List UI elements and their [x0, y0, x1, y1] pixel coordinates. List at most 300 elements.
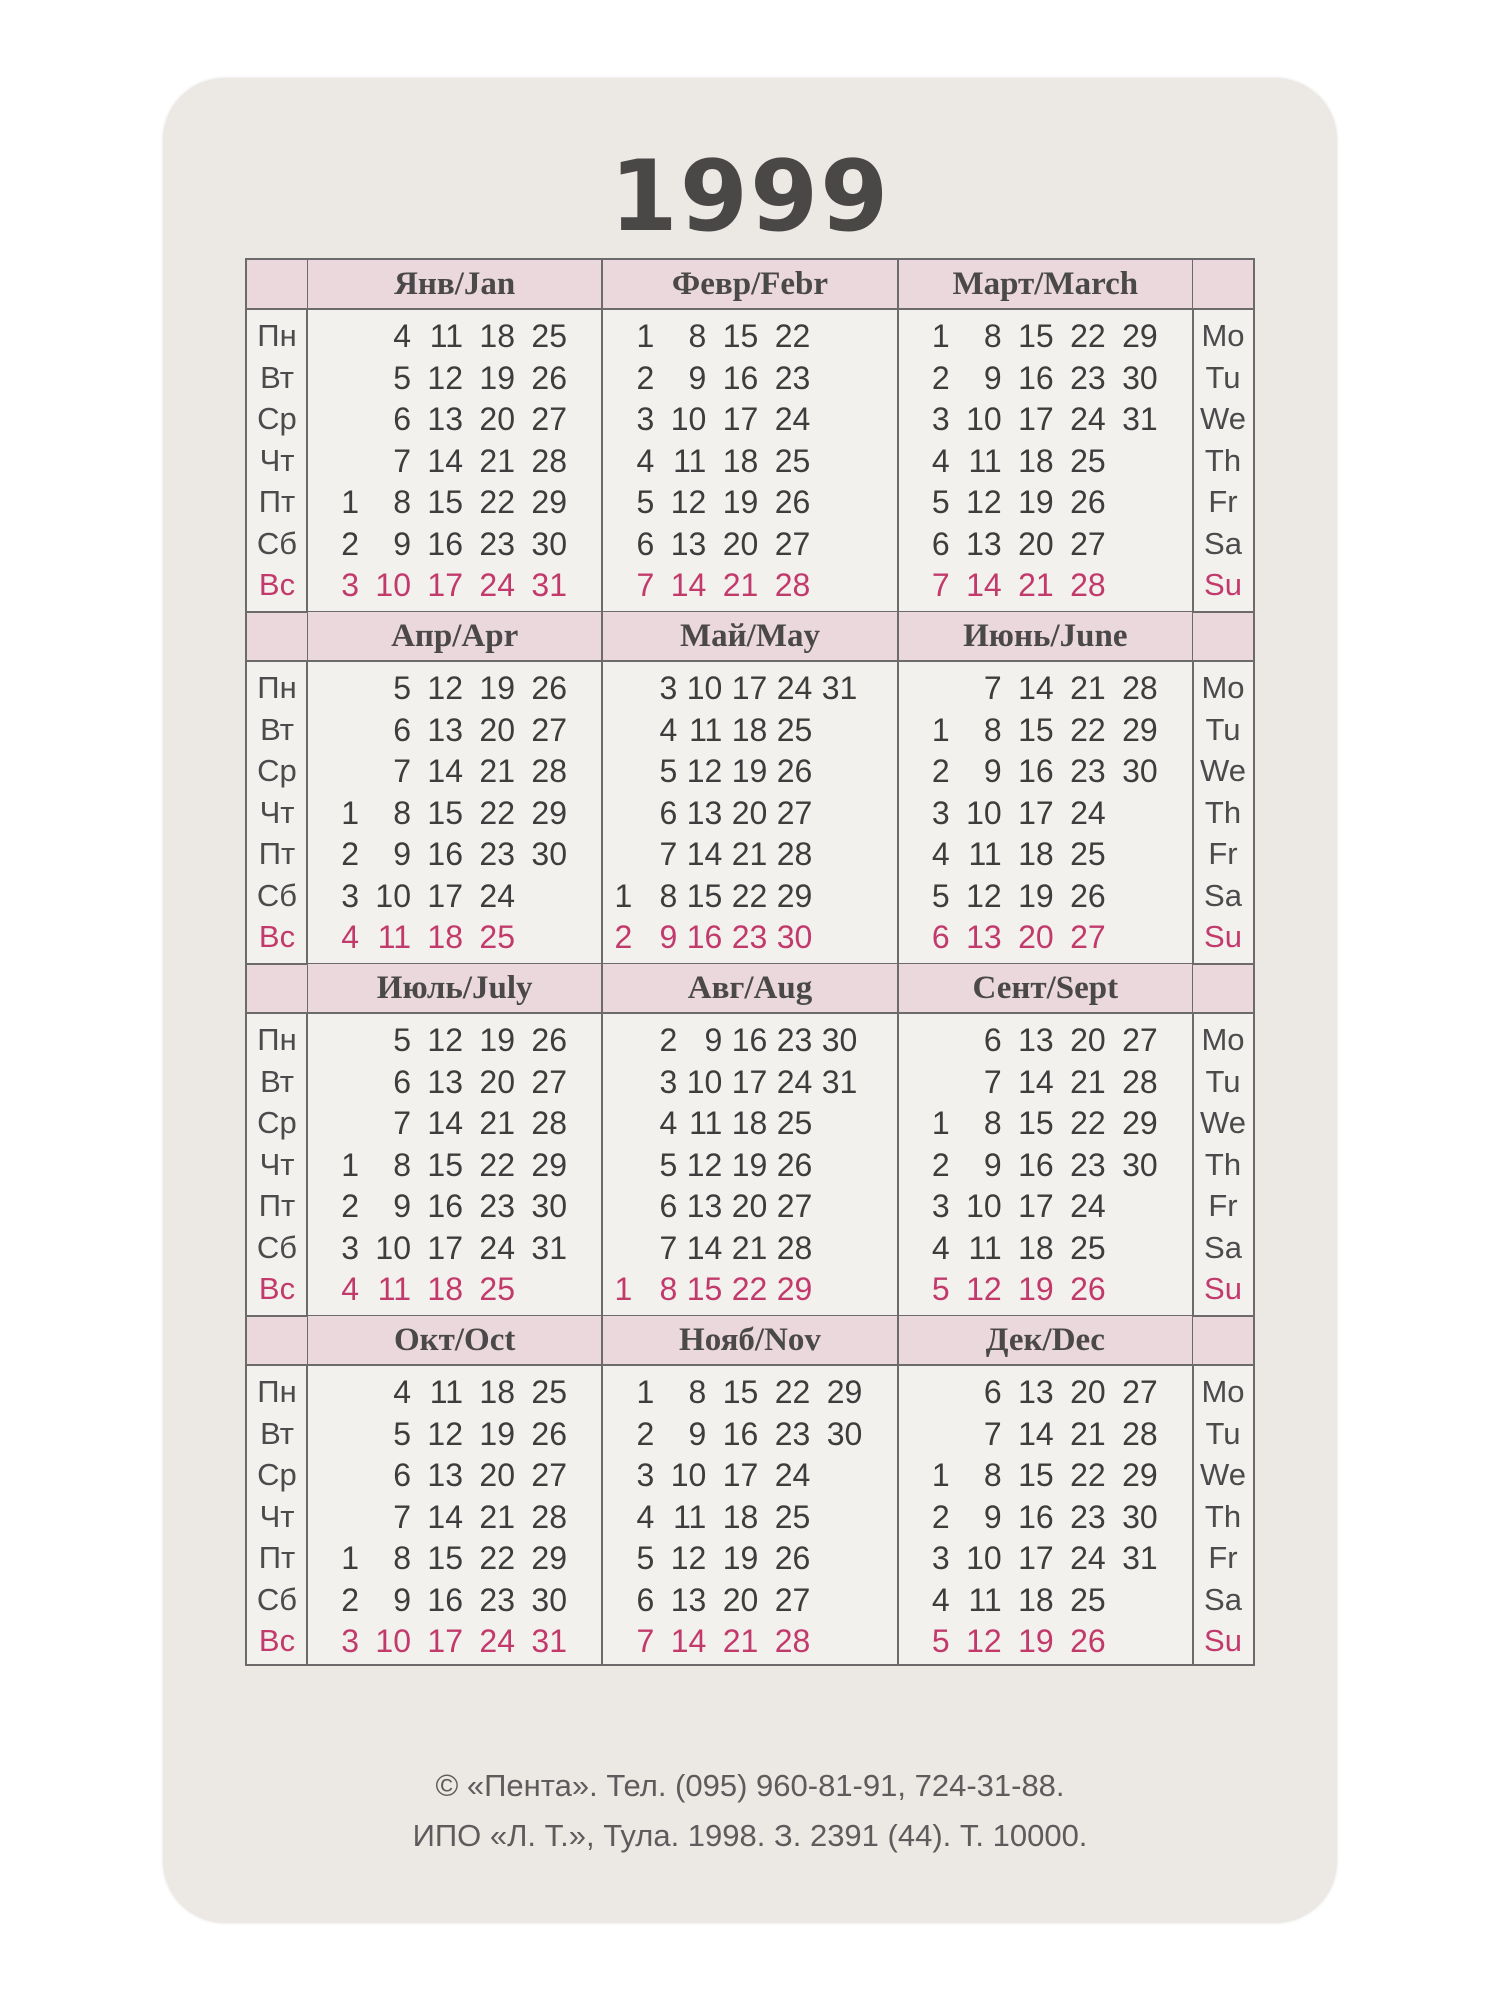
weekday-en-label: Mo	[1201, 1374, 1245, 1409]
day-cell: 16	[427, 525, 463, 562]
day-cell: 5	[659, 753, 678, 789]
day-cell: 1	[931, 711, 950, 748]
day-cell: 12	[966, 1271, 1002, 1307]
day-cell: 1	[636, 1374, 655, 1410]
weekday-en-label: We	[1200, 753, 1246, 788]
day-cell: 18	[1018, 442, 1054, 479]
day-cell: 7	[393, 1498, 411, 1535]
day-cell: 6	[659, 794, 678, 831]
day-cell: 6	[393, 1063, 411, 1100]
day-cell: 29	[1122, 1105, 1158, 1141]
day-cell: 24	[479, 877, 515, 914]
day-cell: 29	[776, 877, 813, 914]
day-cell: 13	[427, 401, 463, 437]
day-cell: 24	[774, 401, 811, 437]
day-cell: 6	[659, 1188, 678, 1224]
day-cell: 17	[427, 877, 463, 914]
day-cell: 7	[636, 1623, 655, 1659]
day-cell: 23	[776, 1022, 813, 1058]
day-cell: 15	[1018, 1105, 1054, 1141]
day-cell: 8	[983, 318, 1002, 354]
day-cell: 5	[393, 359, 411, 396]
day-cell: 14	[670, 567, 707, 603]
day-cell: 18	[1018, 1229, 1054, 1266]
day-cell: 14	[1018, 1415, 1054, 1452]
day-cell: 30	[1122, 359, 1158, 396]
day-cell: 30	[776, 919, 813, 955]
day-cell: 19	[731, 1146, 768, 1183]
day-cell: 4	[659, 1105, 678, 1141]
day-cell: 26	[1070, 1623, 1106, 1659]
calendar-grid	[245, 258, 1255, 1666]
day-cell: 6	[983, 1022, 1002, 1058]
day-cell: 27	[774, 525, 811, 562]
day-cell: 19	[722, 1540, 759, 1576]
day-cell: 21	[1070, 670, 1106, 706]
day-cell: 28	[531, 442, 567, 479]
day-cell: 31	[531, 1623, 567, 1659]
weekday-en-label: Mo	[1201, 670, 1245, 705]
header-band	[1193, 964, 1253, 1012]
day-cell: 14	[427, 1498, 463, 1535]
weekday-ru-label: Пн	[257, 670, 297, 705]
day-cell: 9	[704, 1022, 723, 1058]
day-cell: 2	[341, 1581, 359, 1618]
weekday-ru-label: Вт	[260, 1063, 294, 1099]
day-cell: 6	[636, 525, 655, 562]
day-cell: 24	[776, 670, 813, 706]
day-cell: 13	[966, 525, 1002, 562]
day-cell: 27	[531, 401, 567, 437]
day-cell: 5	[931, 484, 950, 520]
day-cell: 16	[686, 919, 723, 955]
day-cell: 3	[341, 1229, 359, 1266]
day-cell: 8	[688, 318, 707, 354]
day-cell: 19	[479, 1415, 515, 1452]
weekday-en-label: Fr	[1208, 1540, 1238, 1575]
weekday-en-label: Mo	[1201, 1022, 1245, 1057]
day-cell: 24	[776, 1063, 813, 1100]
weekday-en-label: Su	[1204, 567, 1242, 602]
day-cell: 28	[531, 753, 567, 789]
weekday-ru-label: Сб	[256, 1229, 298, 1265]
publisher-line: © «Пента». Тел. (095) 960-81-91, 724-31-88.	[435, 1768, 1065, 1803]
day-cell: 6	[931, 919, 950, 955]
day-cell: 26	[531, 1022, 567, 1058]
day-cell: 14	[427, 1105, 463, 1141]
day-cell: 2	[341, 525, 359, 562]
weekday-en-label: Mo	[1201, 318, 1245, 353]
day-cell: 13	[427, 1457, 463, 1493]
day-cell: 27	[774, 1581, 811, 1618]
day-cell: 7	[659, 1229, 678, 1266]
day-cell: 28	[1122, 1063, 1158, 1100]
day-cell: 13	[686, 1188, 723, 1224]
day-cell: 14	[1018, 1063, 1054, 1100]
weekday-ru-label: Чт	[259, 794, 295, 830]
weekday-en-label: Fr	[1208, 1188, 1238, 1223]
weekday-ru-label: Пн	[257, 318, 297, 353]
column-divider	[897, 260, 899, 1664]
weekday-en-label: Su	[1204, 919, 1242, 954]
weekday-ru-label: Вс	[258, 1623, 296, 1658]
day-cell: 7	[636, 567, 655, 603]
weekday-en-label: Th	[1204, 442, 1242, 478]
day-cell: 23	[774, 359, 811, 396]
day-cell: 9	[983, 359, 1002, 396]
day-cell: 23	[479, 1581, 515, 1618]
day-cell: 11	[673, 442, 707, 479]
day-cell: 26	[531, 670, 567, 706]
day-cell: 31	[1122, 1540, 1158, 1576]
day-cell: 15	[427, 1540, 463, 1576]
day-cell: 22	[774, 318, 811, 354]
day-cell: 26	[774, 1540, 811, 1576]
day-cell: 3	[931, 401, 950, 437]
weekday-ru-label: Чт	[259, 1146, 295, 1182]
weekday-ru-label: Сб	[256, 525, 298, 561]
day-cell: 6	[393, 1457, 411, 1493]
day-cell: 23	[1070, 359, 1106, 396]
day-cell: 6	[636, 1581, 655, 1618]
weekday-ru-label: Вт	[260, 359, 294, 395]
day-cell: 17	[427, 1229, 463, 1266]
day-cell: 25	[1070, 1581, 1106, 1618]
day-cell: 31	[531, 1229, 567, 1266]
day-cell: 17	[427, 1623, 463, 1659]
day-cell: 5	[636, 484, 655, 520]
day-cell: 31	[821, 670, 858, 706]
day-cell: 25	[479, 919, 515, 955]
day-cell: 16	[427, 836, 463, 872]
day-cell: 29	[531, 794, 567, 831]
day-cell: 22	[479, 794, 515, 831]
day-cell: 14	[427, 442, 463, 479]
day-cell: 15	[1018, 318, 1054, 354]
weekday-ru-label: Чт	[259, 1498, 295, 1534]
day-cell: 12	[686, 1146, 723, 1183]
day-cell: 6	[393, 711, 411, 748]
day-cell: 22	[479, 1146, 515, 1183]
day-cell: 2	[341, 836, 359, 872]
day-cell: 1	[931, 318, 950, 354]
day-cell: 28	[776, 836, 813, 872]
header-band	[247, 612, 307, 660]
day-cell: 10	[375, 567, 411, 603]
day-cell: 28	[774, 567, 811, 603]
day-cell: 2	[931, 1146, 950, 1183]
day-cell: 16	[1018, 753, 1054, 789]
weekday-en-label: Tu	[1205, 1415, 1241, 1451]
header-divider	[247, 1364, 1253, 1366]
day-cell: 18	[731, 1105, 768, 1141]
day-cell: 15	[722, 318, 759, 354]
day-cell: 7	[393, 753, 411, 789]
month-name: Нояб/Nov	[679, 1322, 821, 1358]
day-cell: 24	[479, 1623, 515, 1659]
day-cell: 26	[1070, 1271, 1106, 1307]
day-cell: 7	[393, 442, 411, 479]
header-band	[247, 1316, 307, 1364]
day-cell: 18	[479, 1374, 515, 1410]
day-cell: 15	[1018, 1457, 1054, 1493]
day-cell: 23	[774, 1415, 811, 1452]
weekday-ru-label: Ср	[257, 1105, 297, 1140]
day-cell: 21	[1018, 567, 1054, 603]
day-cell: 3	[659, 670, 678, 706]
day-cell: 26	[1070, 877, 1106, 914]
weekday-en-label: We	[1200, 1105, 1246, 1140]
day-cell: 22	[731, 877, 768, 914]
weekday-en-label: Tu	[1205, 711, 1241, 747]
day-cell: 2	[636, 1415, 655, 1452]
day-cell: 16	[722, 359, 759, 396]
day-cell: 30	[826, 1415, 863, 1452]
day-cell: 8	[393, 484, 411, 520]
day-cell: 10	[375, 1623, 411, 1659]
day-cell: 26	[776, 1146, 813, 1183]
day-cell: 27	[1122, 1022, 1158, 1058]
day-cell: 23	[1070, 1146, 1106, 1183]
day-cell: 3	[341, 567, 359, 603]
day-cell: 13	[1018, 1374, 1054, 1410]
weekday-ru-label: Пн	[257, 1022, 297, 1057]
day-cell: 25	[776, 711, 813, 748]
weekday-ru-label: Вс	[258, 567, 296, 602]
day-cell: 23	[1070, 1498, 1106, 1535]
day-cell: 16	[731, 1022, 768, 1058]
day-cell: 11	[968, 836, 1002, 872]
month-name: Янв/Jan	[394, 266, 516, 302]
day-cell: 31	[531, 567, 567, 603]
day-cell: 2	[931, 1498, 950, 1535]
weekday-ru-label: Пн	[257, 1374, 297, 1409]
day-cell: 15	[686, 1271, 723, 1307]
day-cell: 29	[826, 1374, 863, 1410]
day-cell: 28	[1070, 567, 1106, 603]
header-divider	[247, 308, 1253, 310]
day-cell: 30	[531, 1581, 567, 1618]
day-cell: 28	[531, 1105, 567, 1141]
day-cell: 13	[686, 794, 723, 831]
day-cell: 8	[393, 1540, 411, 1576]
day-cell: 1	[341, 484, 359, 520]
day-cell: 3	[341, 1623, 359, 1659]
day-cell: 30	[1122, 753, 1158, 789]
day-cell: 8	[393, 1146, 411, 1183]
day-cell: 20	[1018, 525, 1054, 562]
day-cell: 22	[1070, 711, 1106, 748]
day-cell: 9	[393, 1188, 411, 1224]
day-cell: 17	[722, 401, 759, 437]
day-cell: 2	[931, 753, 950, 789]
header-band	[247, 964, 307, 1012]
day-cell: 21	[722, 1623, 759, 1659]
day-cell: 1	[341, 1540, 359, 1576]
day-cell: 30	[531, 1188, 567, 1224]
day-cell: 29	[1122, 1457, 1158, 1493]
weekday-ru-label: Пт	[258, 484, 296, 519]
day-cell: 15	[686, 877, 723, 914]
day-cell: 5	[636, 1540, 655, 1576]
month-name: Май/May	[680, 618, 820, 654]
day-cell: 26	[531, 359, 567, 396]
month-name: Апр/Apr	[391, 618, 519, 654]
day-cell: 1	[636, 318, 655, 354]
day-cell: 8	[659, 877, 678, 914]
day-cell: 4	[636, 442, 655, 479]
day-cell: 8	[688, 1374, 707, 1410]
day-cell: 10	[375, 877, 411, 914]
day-cell: 14	[427, 753, 463, 789]
day-cell: 4	[393, 318, 411, 354]
day-cell: 16	[427, 1188, 463, 1224]
day-cell: 14	[670, 1623, 707, 1659]
day-cell: 11	[377, 1271, 411, 1307]
day-cell: 20	[1070, 1374, 1106, 1410]
day-cell: 18	[427, 1271, 463, 1307]
day-cell: 8	[983, 711, 1002, 748]
day-cell: 7	[983, 1063, 1002, 1100]
day-cell: 18	[1018, 1581, 1054, 1618]
day-cell: 1	[931, 1457, 950, 1493]
day-cell: 3	[931, 1188, 950, 1224]
day-cell: 16	[427, 1581, 463, 1618]
weekday-en-label: Sa	[1204, 877, 1242, 913]
day-cell: 21	[479, 1498, 515, 1535]
weekday-en-label: Sa	[1204, 525, 1242, 561]
day-cell: 7	[931, 567, 950, 603]
day-cell: 24	[1070, 1540, 1106, 1576]
day-cell: 23	[731, 919, 768, 955]
day-cell: 11	[968, 1581, 1002, 1618]
day-cell: 26	[1070, 484, 1106, 520]
day-cell: 24	[1070, 1188, 1106, 1224]
day-cell: 3	[931, 794, 950, 831]
day-cell: 5	[931, 877, 950, 914]
day-cell: 12	[686, 753, 723, 789]
day-cell: 21	[479, 753, 515, 789]
day-cell: 20	[479, 711, 515, 748]
month-name: Февр/Febr	[671, 266, 829, 302]
day-cell: 20	[1070, 1022, 1106, 1058]
day-cell: 18	[1018, 836, 1054, 872]
day-cell: 16	[1018, 1146, 1054, 1183]
day-cell: 27	[776, 1188, 813, 1224]
day-cell: 3	[636, 1457, 655, 1493]
day-cell: 21	[1070, 1063, 1106, 1100]
header-band	[1193, 612, 1253, 660]
day-cell: 25	[1070, 836, 1106, 872]
day-cell: 31	[821, 1063, 858, 1100]
day-cell: 27	[1122, 1374, 1158, 1410]
day-cell: 10	[966, 1540, 1002, 1576]
day-cell: 4	[636, 1498, 655, 1535]
day-cell: 24	[1070, 401, 1106, 437]
day-cell: 8	[983, 1457, 1002, 1493]
day-cell: 18	[722, 442, 759, 479]
day-cell: 16	[1018, 1498, 1054, 1535]
day-cell: 29	[776, 1271, 813, 1307]
weekday-en-label: Fr	[1208, 836, 1238, 871]
day-cell: 27	[1070, 919, 1106, 955]
day-cell: 4	[931, 1581, 950, 1618]
month-name: Июль/July	[376, 970, 533, 1006]
day-cell: 28	[1122, 1415, 1158, 1452]
day-cell: 25	[1070, 442, 1106, 479]
day-cell: 21	[722, 567, 759, 603]
day-cell: 4	[931, 1229, 950, 1266]
day-cell: 31	[1122, 401, 1158, 437]
day-cell: 2	[659, 1022, 678, 1058]
day-cell: 26	[776, 753, 813, 789]
day-cell: 27	[531, 711, 567, 748]
day-cell: 30	[531, 525, 567, 562]
day-cell: 18	[731, 711, 768, 748]
day-cell: 19	[479, 359, 515, 396]
weekday-ru-label: Чт	[259, 442, 295, 478]
day-cell: 15	[427, 1146, 463, 1183]
day-cell: 26	[531, 1415, 567, 1452]
weekday-en-label: Sa	[1204, 1229, 1242, 1265]
day-cell: 27	[1070, 525, 1106, 562]
day-cell: 15	[722, 1374, 759, 1410]
day-cell: 28	[776, 1229, 813, 1266]
day-cell: 3	[931, 1540, 950, 1576]
day-cell: 22	[1070, 1457, 1106, 1493]
calendar-card	[163, 78, 1337, 1923]
day-cell: 4	[931, 836, 950, 872]
day-cell: 10	[670, 1457, 707, 1493]
day-cell: 5	[931, 1623, 950, 1659]
day-cell: 7	[393, 1105, 411, 1141]
day-cell: 29	[531, 1146, 567, 1183]
day-cell: 12	[427, 670, 463, 706]
day-cell: 17	[1018, 401, 1054, 437]
day-cell: 3	[341, 877, 359, 914]
weekday-en-label: We	[1200, 401, 1246, 436]
day-cell: 27	[531, 1063, 567, 1100]
day-cell: 24	[1070, 794, 1106, 831]
day-cell: 30	[821, 1022, 858, 1058]
weekday-ru-label: Пт	[258, 1188, 296, 1223]
day-cell: 14	[1018, 670, 1054, 706]
day-cell: 2	[614, 919, 633, 955]
day-cell: 10	[670, 401, 707, 437]
header-band	[1193, 260, 1253, 308]
month-name: Дек/Dec	[985, 1322, 1105, 1358]
weekday-en-label: Th	[1204, 1498, 1242, 1534]
day-cell: 3	[659, 1063, 678, 1100]
day-cell: 25	[774, 442, 811, 479]
day-cell: 15	[427, 484, 463, 520]
day-cell: 6	[931, 525, 950, 562]
day-cell: 17	[731, 670, 768, 706]
day-cell: 8	[659, 1271, 678, 1307]
day-cell: 20	[722, 525, 759, 562]
day-cell: 29	[531, 484, 567, 520]
day-cell: 14	[686, 836, 723, 872]
weekday-en-label: Th	[1204, 794, 1242, 830]
header-band	[1193, 1316, 1253, 1364]
day-cell: 12	[427, 1022, 463, 1058]
day-cell: 4	[659, 711, 678, 748]
day-cell: 13	[670, 1581, 707, 1618]
weekday-en-label: Th	[1204, 1146, 1242, 1182]
month-name: Июнь/June	[963, 618, 1128, 654]
day-cell: 21	[479, 442, 515, 479]
day-cell: 17	[427, 567, 463, 603]
